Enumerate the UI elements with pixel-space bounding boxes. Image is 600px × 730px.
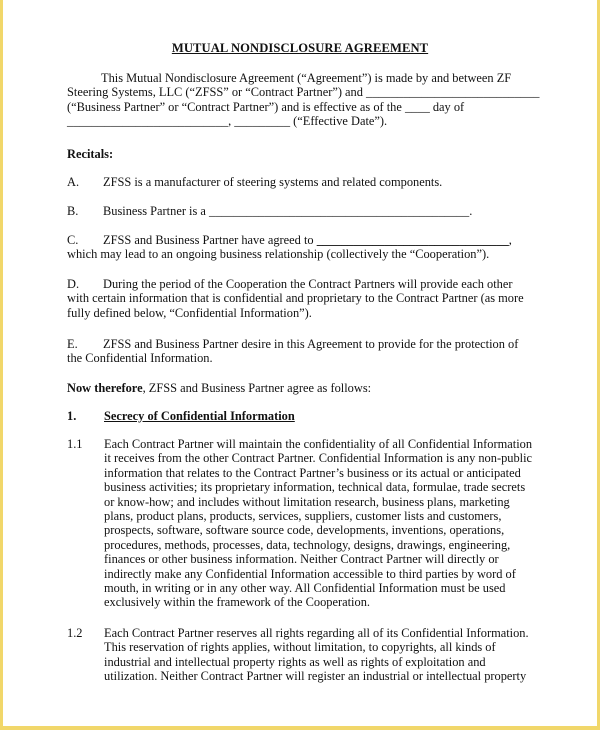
clause-line: Each Contract Partner will maintain the confidentiality of all Confidential Information bbox=[104, 437, 533, 451]
recitals-heading: Recitals: bbox=[67, 147, 114, 161]
clause-line: business activities; its proprietary information, technical data, formulae, trade secrets bbox=[104, 480, 526, 495]
section-heading bbox=[67, 409, 295, 423]
clause-line: procedures, methods, processes, data, technology, designs, drawings, engineering, bbox=[104, 537, 511, 552]
recital-letter: D. bbox=[67, 277, 80, 291]
clause-line: or know-how; and includes without limitation research, business plans, marketing bbox=[104, 494, 510, 509]
clause-number: 1.2 bbox=[67, 626, 83, 640]
recital-a bbox=[67, 175, 537, 189]
clause-1-2 bbox=[67, 626, 543, 684]
now-therefore-line bbox=[67, 381, 371, 395]
intro-line: This Mutual Nondisclosure Agreement (“Agreement”) is made by and between ZF bbox=[101, 71, 512, 85]
recital-line bbox=[67, 337, 537, 351]
recital-d bbox=[67, 277, 537, 320]
document-title: MUTUAL NONDISCLOSURE AGREEMENT bbox=[171, 41, 429, 55]
recital-blank: _______________________________ bbox=[316, 233, 509, 247]
clause-line: it receives from the other Contract Partner. Confidential Information is any non-public bbox=[104, 451, 533, 466]
clause-line: exclusively within the framework of the Cooperation. bbox=[104, 595, 370, 610]
recital-line: which may lead to an ongoing business relationship (collectively the “Cooperation”). bbox=[67, 247, 490, 262]
clause-text bbox=[104, 626, 543, 684]
intro-line: (“Business Partner” or “Contract Partner”) and is effective as of the ____ day of bbox=[67, 99, 465, 114]
intro-line: Steering Systems, LLC (“ZFSS” or “Contract Partner”) and ____________________________ bbox=[67, 85, 540, 100]
recital-letter: B. bbox=[67, 204, 79, 218]
clause-line: utilization. Neither Contract Partner will register an industrial or intellectual property bbox=[104, 669, 527, 684]
clause-line: plans, product plans, products, services, suppliers, customer lists and customers, bbox=[104, 509, 502, 524]
recital-text: ZFSS and Business Partner have agreed to bbox=[103, 233, 317, 247]
section-number: 1. bbox=[67, 409, 77, 423]
intro-line: __________________________, _________ (“Effective Date”). bbox=[67, 114, 388, 129]
recital-e bbox=[67, 337, 537, 366]
clause-1-1 bbox=[67, 437, 543, 610]
recital-text: During the period of the Cooperation the Contract Partners will provide each other bbox=[103, 277, 513, 291]
recital-text: Business Partner is a __________________________________________. bbox=[103, 204, 473, 218]
clause-line: indirectly make any Confidential Information accessible to third parties by word of bbox=[104, 566, 516, 581]
now-therefore-bold: Now therefore bbox=[67, 381, 143, 395]
recital-text: ZFSS is a manufacturer of steering systems and related components. bbox=[103, 175, 443, 189]
clause-number: 1.1 bbox=[67, 437, 83, 451]
now-therefore-text: , ZFSS and Business Partner agree as follows: bbox=[142, 381, 372, 395]
clause-text bbox=[104, 437, 543, 610]
recital-line bbox=[67, 233, 537, 247]
recital-b bbox=[67, 204, 537, 218]
document-page bbox=[3, 0, 597, 726]
clause-line: This reservation of rights applies, without limitation, to copyrights, all kinds of bbox=[104, 640, 496, 655]
recital-text-after-blank: , bbox=[508, 233, 512, 247]
clause-line: information that relates to the Contract Partner’s business or its actual or anticipated bbox=[104, 465, 521, 480]
recital-line: with certain information that is confidential and proprietary to the Contract Partner (as more bbox=[67, 291, 524, 306]
clause-line: mouth, in writing or in any other way. All Confidential Information must be used bbox=[104, 581, 506, 596]
clause-line: finances or other business information. Neither Contract Partner will directly or bbox=[104, 552, 499, 567]
section-title: Secrecy of Confidential Information bbox=[104, 409, 295, 423]
recital-letter: A. bbox=[67, 175, 80, 189]
recital-line bbox=[67, 277, 537, 291]
clause-line: prospects, software, software source code, developments, inventions, operations, bbox=[104, 523, 505, 538]
clause-line: Each Contract Partner reserves all rights regarding all of its Confidential Information. bbox=[104, 626, 529, 640]
recital-line: fully defined below, “Confidential Information”). bbox=[67, 305, 312, 320]
clause-line: industrial and intellectual property rights as well as rights of exploitation and bbox=[104, 654, 486, 669]
recital-c bbox=[67, 233, 537, 262]
recital-text: ZFSS and Business Partner desire in this Agreement to provide for the protection of bbox=[103, 337, 519, 351]
recital-letter: C. bbox=[67, 233, 79, 247]
intro-paragraph bbox=[67, 71, 545, 129]
recital-line: the Confidential Information. bbox=[67, 351, 213, 366]
recital-letter: E. bbox=[67, 337, 78, 351]
